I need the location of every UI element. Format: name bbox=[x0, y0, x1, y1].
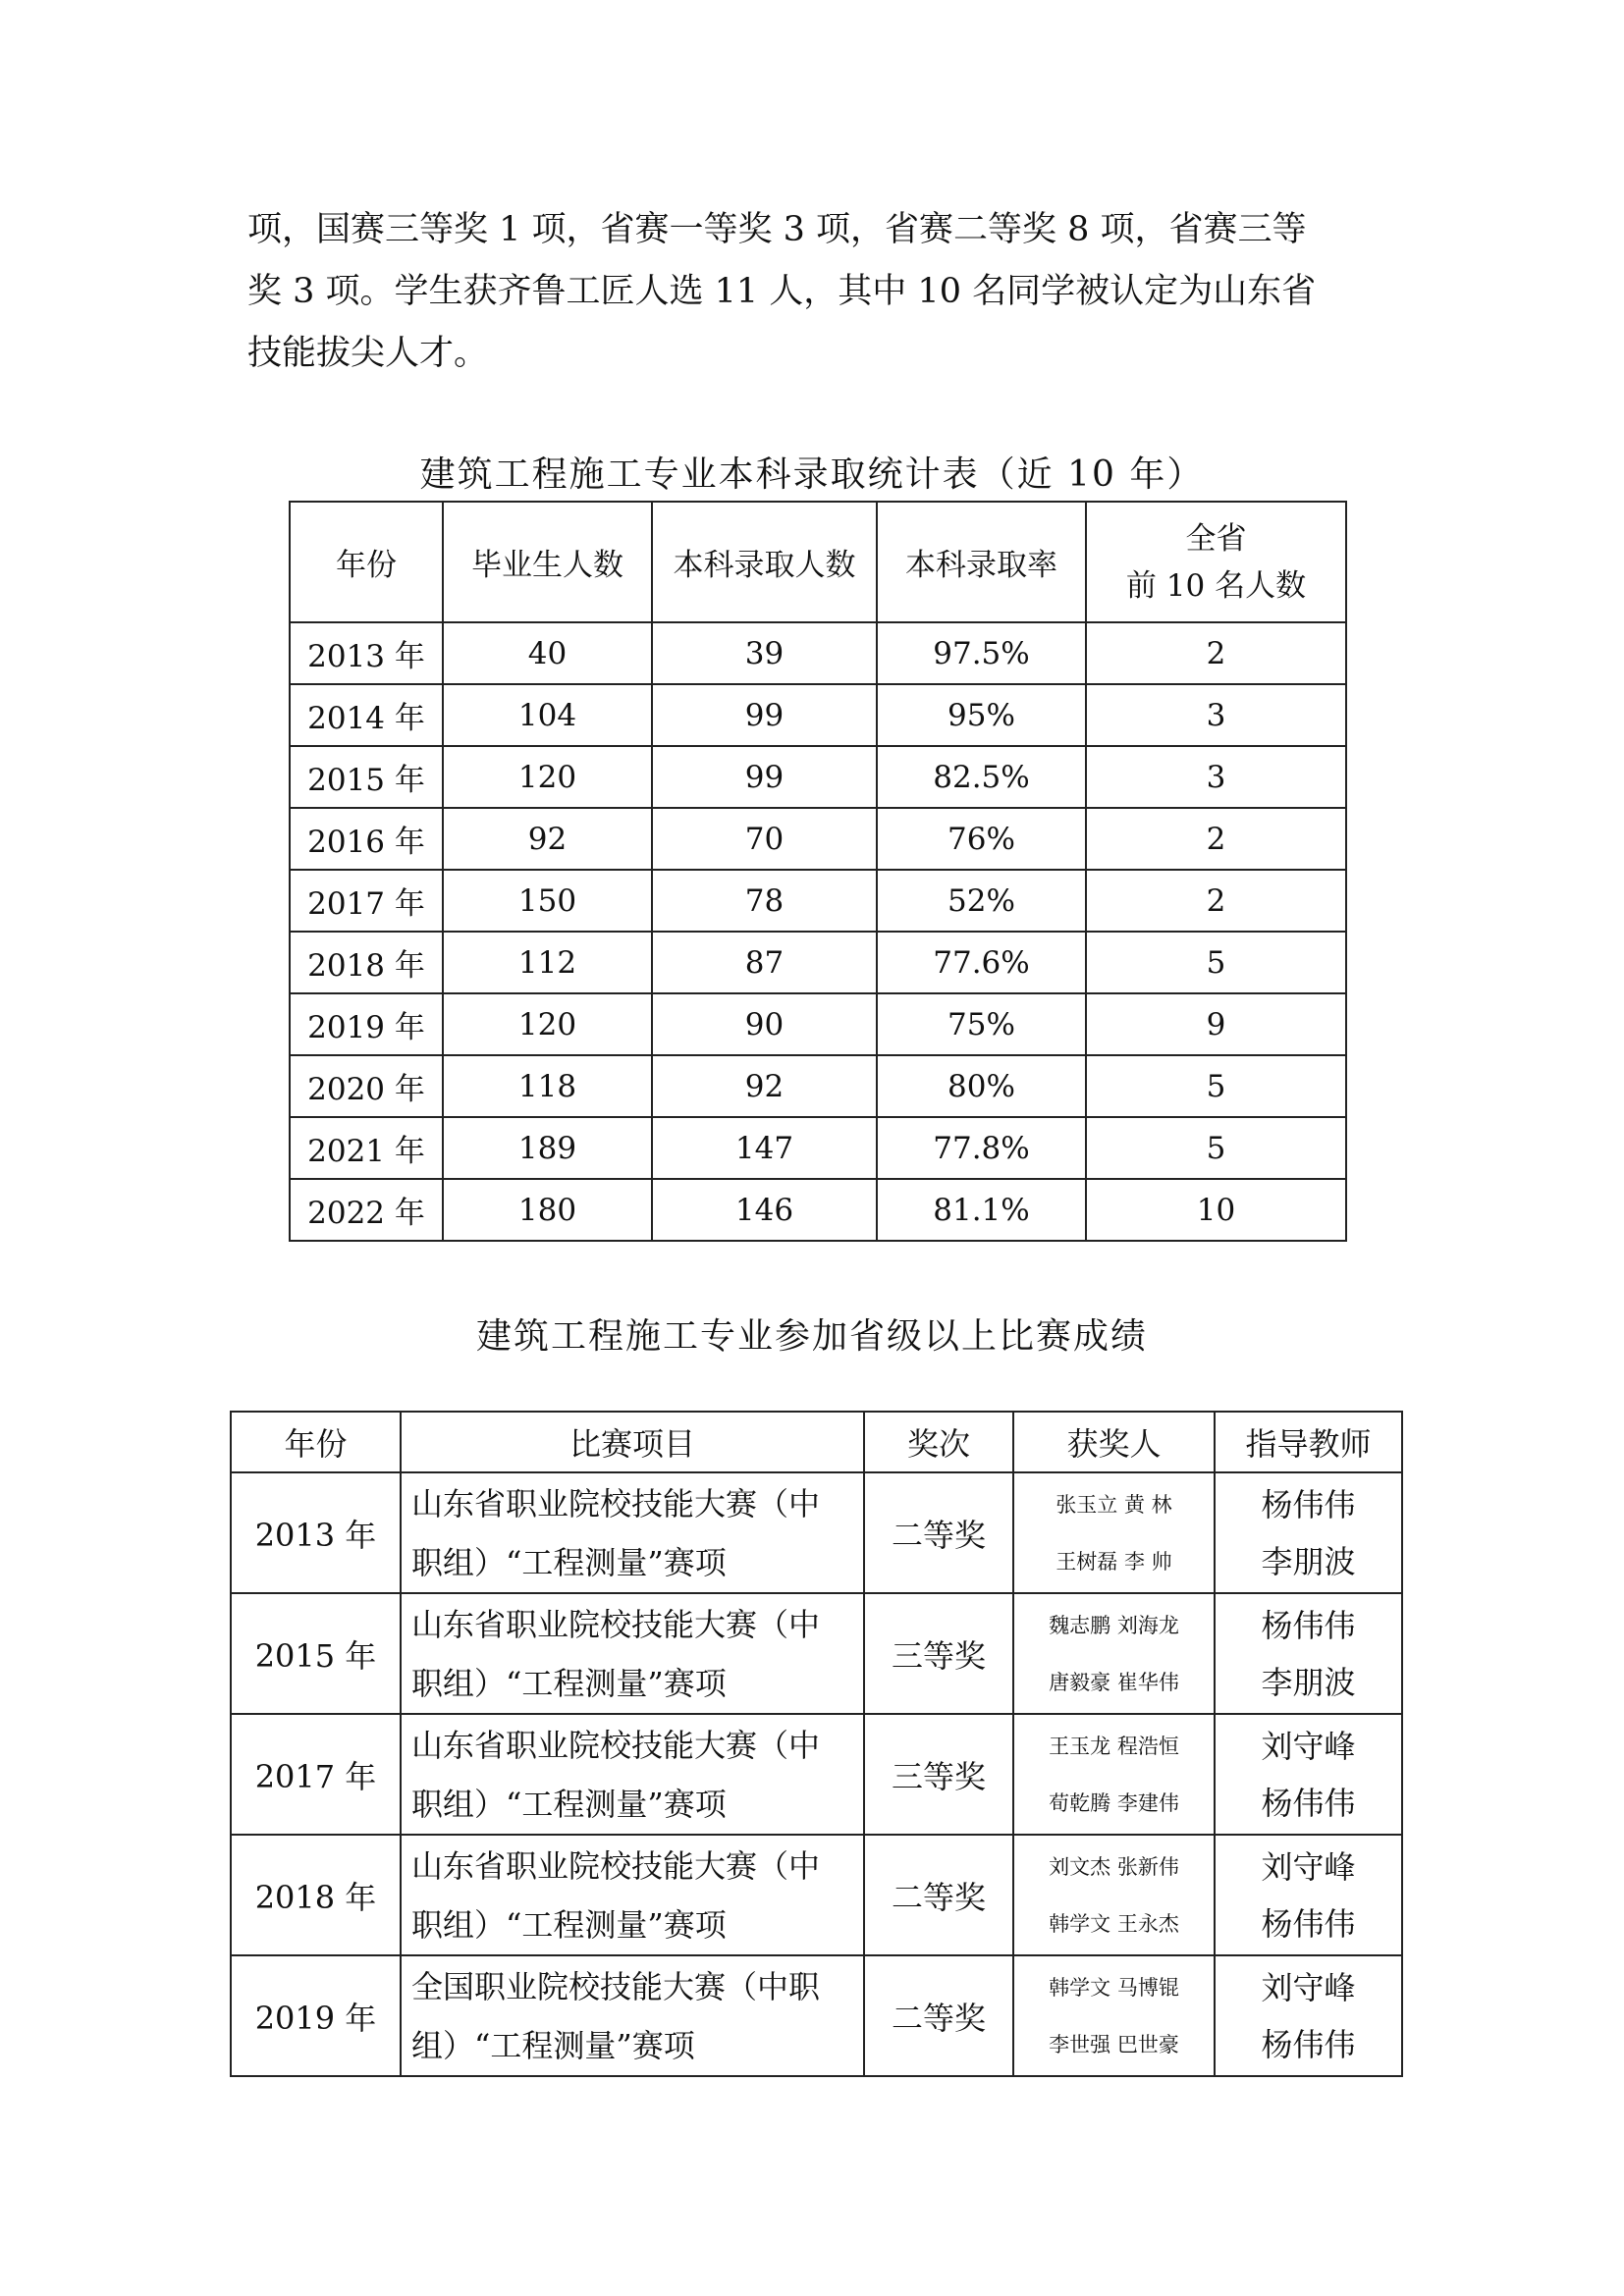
table-row bbox=[231, 1472, 1402, 1593]
project-line: 组）“工程测量”赛项 bbox=[411, 2026, 695, 2064]
cell-winners bbox=[1013, 1714, 1215, 1835]
cell-graduates: 104 bbox=[443, 684, 652, 746]
cell-graduates: 92 bbox=[443, 808, 652, 870]
winners-line: 韩学文 王永杰 bbox=[1049, 1911, 1179, 1936]
cell-graduates: 40 bbox=[443, 622, 652, 684]
cell-year: 2015 年 bbox=[290, 746, 443, 808]
header-admitted: 本科录取人数 bbox=[652, 502, 877, 622]
table-row bbox=[290, 684, 1346, 746]
teacher-name: 李朋波 bbox=[1261, 1542, 1356, 1580]
cell-graduates: 120 bbox=[443, 746, 652, 808]
winners-line: 张玉立 黄 林 bbox=[1056, 1492, 1172, 1517]
header-rate: 本科录取率 bbox=[877, 502, 1086, 622]
project-line: 山东省职业院校技能大赛（中 bbox=[411, 1846, 821, 1885]
cell-graduates: 120 bbox=[443, 993, 652, 1055]
admission-statistics-table bbox=[289, 501, 1347, 1242]
cell-year: 2018 年 bbox=[290, 932, 443, 993]
header-winners: 获奖人 bbox=[1013, 1412, 1215, 1472]
cell-admitted: 92 bbox=[652, 1055, 877, 1117]
cell-graduates: 189 bbox=[443, 1117, 652, 1179]
cell-winners bbox=[1013, 1472, 1215, 1593]
cell-year: 2013 年 bbox=[231, 1472, 401, 1593]
cell-rate: 81.1% bbox=[877, 1179, 1086, 1241]
table-row bbox=[290, 932, 1346, 993]
teacher-name: 杨伟伟 bbox=[1261, 1904, 1356, 1943]
intro-line: 奖 3 项。学生获齐鲁工匠人选 11 人，其中 10 名同学被认定为山东省 bbox=[247, 272, 1317, 311]
table-header-row bbox=[231, 1412, 1402, 1472]
teacher-name: 刘守峰 bbox=[1261, 1727, 1356, 1765]
winners-line: 韩学文 马博锟 bbox=[1049, 1975, 1179, 2000]
table-row bbox=[290, 808, 1346, 870]
intro-paragraph bbox=[247, 199, 1386, 385]
winners-line: 李世强 巴世豪 bbox=[1049, 2032, 1179, 2056]
cell-year: 2017 年 bbox=[290, 870, 443, 932]
table-row bbox=[290, 1055, 1346, 1117]
project-line: 职组）“工程测量”赛项 bbox=[411, 1543, 727, 1581]
cell-year: 2022 年 bbox=[290, 1179, 443, 1241]
admission-table-body bbox=[290, 622, 1346, 1241]
cell-teachers bbox=[1215, 1835, 1402, 1955]
cell-admitted: 99 bbox=[652, 746, 877, 808]
cell-award: 三等奖 bbox=[864, 1593, 1013, 1714]
teacher-name: 杨伟伟 bbox=[1261, 1784, 1356, 1822]
header-year: 年份 bbox=[231, 1412, 401, 1472]
winners-line: 唐毅豪 崔华伟 bbox=[1049, 1670, 1179, 1694]
cell-rate: 77.6% bbox=[877, 932, 1086, 993]
project-line: 山东省职业院校技能大赛（中 bbox=[411, 1484, 821, 1522]
table-row bbox=[290, 622, 1346, 684]
cell-winners bbox=[1013, 1835, 1215, 1955]
teacher-name: 李朋波 bbox=[1261, 1663, 1356, 1701]
cell-award: 二等奖 bbox=[864, 1955, 1013, 2076]
cell-rate: 95% bbox=[877, 684, 1086, 746]
table-row bbox=[290, 1117, 1346, 1179]
teacher-name: 杨伟伟 bbox=[1261, 1485, 1356, 1523]
cell-teachers bbox=[1215, 1955, 1402, 2076]
cell-top10: 9 bbox=[1086, 993, 1346, 1055]
table-header-row bbox=[290, 502, 1346, 622]
table-row bbox=[231, 1955, 1402, 2076]
cell-year: 2016 年 bbox=[290, 808, 443, 870]
project-line: 职组）“工程测量”赛项 bbox=[411, 1785, 727, 1823]
cell-top10: 3 bbox=[1086, 746, 1346, 808]
header-year: 年份 bbox=[290, 502, 443, 622]
cell-top10: 2 bbox=[1086, 622, 1346, 684]
cell-top10: 2 bbox=[1086, 808, 1346, 870]
cell-year: 2019 年 bbox=[231, 1955, 401, 2076]
cell-year: 2017 年 bbox=[231, 1714, 401, 1835]
cell-rate: 75% bbox=[877, 993, 1086, 1055]
table-row bbox=[231, 1835, 1402, 1955]
header-teachers: 指导教师 bbox=[1215, 1412, 1402, 1472]
cell-winners bbox=[1013, 1955, 1215, 2076]
header-top10 bbox=[1086, 502, 1346, 622]
project-line: 全国职业院校技能大赛（中职 bbox=[411, 1967, 821, 2005]
cell-project bbox=[401, 1714, 864, 1835]
project-line: 山东省职业院校技能大赛（中 bbox=[411, 1605, 821, 1643]
cell-project bbox=[401, 1593, 864, 1714]
header-project: 比赛项目 bbox=[401, 1412, 864, 1472]
admission-table-title: 建筑工程施工专业本科录取统计表（近 10 年） bbox=[419, 454, 1205, 495]
cell-project bbox=[401, 1835, 864, 1955]
cell-year: 2018 年 bbox=[231, 1835, 401, 1955]
cell-graduates: 112 bbox=[443, 932, 652, 993]
cell-project bbox=[401, 1472, 864, 1593]
winners-line: 王玉龙 程浩恒 bbox=[1049, 1734, 1179, 1758]
teacher-name: 刘守峰 bbox=[1261, 1847, 1356, 1886]
table-row bbox=[231, 1593, 1402, 1714]
cell-rate: 97.5% bbox=[877, 622, 1086, 684]
cell-top10: 5 bbox=[1086, 1055, 1346, 1117]
cell-admitted: 70 bbox=[652, 808, 877, 870]
table-row bbox=[290, 1179, 1346, 1241]
cell-top10: 10 bbox=[1086, 1179, 1346, 1241]
cell-top10: 3 bbox=[1086, 684, 1346, 746]
cell-top10: 5 bbox=[1086, 932, 1346, 993]
table-row bbox=[290, 870, 1346, 932]
header-top10-line1: 全省 bbox=[1185, 520, 1247, 557]
project-line: 职组）“工程测量”赛项 bbox=[411, 1905, 727, 1944]
competition-table-body bbox=[231, 1472, 1402, 2076]
cell-rate: 82.5% bbox=[877, 746, 1086, 808]
cell-award: 二等奖 bbox=[864, 1835, 1013, 1955]
cell-rate: 52% bbox=[877, 870, 1086, 932]
cell-winners bbox=[1013, 1593, 1215, 1714]
teacher-name: 刘守峰 bbox=[1261, 1968, 1356, 2006]
cell-admitted: 87 bbox=[652, 932, 877, 993]
header-top10-line2: 前 10 名人数 bbox=[1125, 567, 1307, 604]
cell-admitted: 99 bbox=[652, 684, 877, 746]
cell-year: 2019 年 bbox=[290, 993, 443, 1055]
cell-rate: 76% bbox=[877, 808, 1086, 870]
cell-admitted: 78 bbox=[652, 870, 877, 932]
table-row bbox=[290, 993, 1346, 1055]
cell-teachers bbox=[1215, 1472, 1402, 1593]
cell-admitted: 147 bbox=[652, 1117, 877, 1179]
teacher-name: 杨伟伟 bbox=[1261, 2025, 1356, 2063]
cell-admitted: 90 bbox=[652, 993, 877, 1055]
cell-year: 2013 年 bbox=[290, 622, 443, 684]
cell-top10: 5 bbox=[1086, 1117, 1346, 1179]
cell-rate: 80% bbox=[877, 1055, 1086, 1117]
cell-year: 2014 年 bbox=[290, 684, 443, 746]
competition-results-table bbox=[230, 1411, 1403, 2077]
cell-rate: 77.8% bbox=[877, 1117, 1086, 1179]
winners-line: 魏志鹏 刘海龙 bbox=[1049, 1613, 1179, 1637]
teacher-name: 杨伟伟 bbox=[1261, 1606, 1356, 1644]
cell-project bbox=[401, 1955, 864, 2076]
cell-year: 2015 年 bbox=[231, 1593, 401, 1714]
cell-teachers bbox=[1215, 1593, 1402, 1714]
cell-year: 2020 年 bbox=[290, 1055, 443, 1117]
project-line: 职组）“工程测量”赛项 bbox=[411, 1664, 727, 1702]
competition-table-title: 建筑工程施工专业参加省级以上比赛成绩 bbox=[475, 1316, 1148, 1357]
header-award: 奖次 bbox=[864, 1412, 1013, 1472]
cell-award: 三等奖 bbox=[864, 1714, 1013, 1835]
header-graduates: 毕业生人数 bbox=[443, 502, 652, 622]
cell-admitted: 39 bbox=[652, 622, 877, 684]
project-line: 山东省职业院校技能大赛（中 bbox=[411, 1726, 821, 1764]
winners-line: 荀乾腾 李建伟 bbox=[1049, 1790, 1179, 1815]
intro-line: 技能拔尖人才。 bbox=[247, 334, 489, 373]
cell-graduates: 150 bbox=[443, 870, 652, 932]
cell-year: 2021 年 bbox=[290, 1117, 443, 1179]
cell-award: 二等奖 bbox=[864, 1472, 1013, 1593]
cell-graduates: 118 bbox=[443, 1055, 652, 1117]
winners-line: 王树磊 李 帅 bbox=[1056, 1549, 1172, 1574]
cell-top10: 2 bbox=[1086, 870, 1346, 932]
table-row bbox=[290, 746, 1346, 808]
cell-admitted: 146 bbox=[652, 1179, 877, 1241]
cell-teachers bbox=[1215, 1714, 1402, 1835]
winners-line: 刘文杰 张新伟 bbox=[1049, 1854, 1179, 1879]
intro-line: 项，国赛三等奖 1 项，省赛一等奖 3 项，省赛二等奖 8 项，省赛三等 bbox=[247, 210, 1307, 249]
table-row bbox=[231, 1714, 1402, 1835]
cell-graduates: 180 bbox=[443, 1179, 652, 1241]
